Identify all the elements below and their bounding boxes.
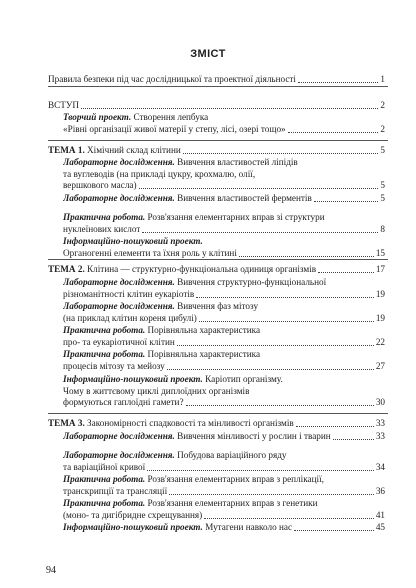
toc-entry	[0, 522, 416, 534]
entry-title: (на приклад клітин кореня цибулі)	[63, 312, 197, 323]
entry-type-label: Лабораторне дослідження.	[63, 157, 175, 167]
toc-line	[0, 100, 416, 112]
toc-line	[0, 112, 416, 124]
entry-title: різноманітності клітин еукаріотів	[63, 288, 195, 299]
toc-line	[0, 325, 416, 337]
toc-line	[0, 522, 416, 534]
page-ref: 8	[380, 223, 385, 234]
page-ref: 19	[375, 288, 385, 299]
toc-line-text	[63, 157, 298, 169]
entry-title: Вивчення властивостей ферментів	[177, 193, 312, 203]
toc-line-text	[63, 386, 249, 398]
page-ref: 27	[375, 360, 385, 371]
topic-label: ТЕМА 1.	[48, 145, 85, 155]
section-divider	[48, 140, 388, 141]
toc-line	[0, 193, 416, 205]
toc-line	[0, 510, 416, 522]
toc-line-text	[63, 313, 197, 325]
entry-title: ВСТУП	[48, 100, 80, 110]
page-ref: 36	[375, 485, 385, 496]
toc-entry	[0, 431, 416, 443]
toc-line-text	[63, 498, 318, 510]
entry-title: Каріотип організму.	[205, 374, 283, 384]
section-divider	[48, 259, 388, 260]
toc-line	[0, 397, 416, 409]
toc-entry	[0, 418, 416, 430]
entry-type-label: Практична робота.	[63, 349, 146, 359]
toc-line-text	[48, 418, 294, 430]
toc-line	[0, 124, 416, 136]
toc-entry	[0, 374, 416, 409]
toc-line-text	[63, 112, 208, 124]
toc-entry	[0, 212, 416, 235]
toc-entry	[0, 474, 416, 497]
toc-line	[0, 157, 416, 169]
toc-line-text	[63, 248, 237, 260]
page-ref: 17	[375, 264, 385, 274]
dot-leader	[296, 426, 374, 427]
dot-leader	[199, 321, 374, 322]
entry-type-label: Практична робота.	[63, 474, 146, 484]
entry-title: про- та еукаріотичної клітин	[63, 336, 175, 347]
toc-entry	[0, 277, 416, 300]
toc-entry	[0, 193, 416, 205]
entry-title: Закономірності спадковості та мінливості організмів	[87, 418, 294, 428]
toc-entry	[0, 325, 416, 348]
entry-title: Розв'язання елементарних вправ зі структури	[147, 212, 325, 222]
toc-line-text	[48, 100, 79, 112]
dot-leader	[314, 201, 379, 202]
toc-line-text	[63, 301, 258, 313]
toc-line-text	[63, 277, 326, 289]
entry-title: Мутагени навколо нас	[205, 522, 293, 532]
toc-line	[0, 289, 416, 301]
toc-line-text	[48, 145, 181, 157]
toc-line-text	[63, 522, 292, 534]
toc-line-text	[63, 474, 324, 486]
toc-entry	[0, 236, 416, 259]
toc-line	[0, 498, 416, 510]
entry-title: Вивчення структурно-функціональної	[177, 277, 327, 287]
toc-line-text	[63, 212, 325, 224]
toc-line-text	[63, 289, 194, 301]
dot-leader	[196, 297, 374, 298]
toc-line-text	[63, 361, 165, 373]
toc-line	[0, 386, 416, 398]
toc-line-text	[63, 236, 203, 248]
page-ref: 2	[380, 123, 385, 134]
page-ref: 34	[375, 461, 385, 472]
toc-entry	[0, 301, 416, 324]
dot-leader	[177, 345, 374, 346]
toc-line-text	[48, 74, 296, 86]
toc-line	[0, 450, 416, 462]
page-title: ЗМІСТ	[190, 48, 226, 60]
entry-type-label: Лабораторне дослідження.	[63, 277, 175, 287]
toc-line-text	[63, 349, 260, 361]
entry-type-label: Інформаційно-пошуковий проект.	[63, 374, 203, 384]
dot-leader	[318, 272, 374, 273]
toc-line-text	[63, 224, 140, 236]
entry-type-label: Інформаційно-пошуковий проект.	[63, 236, 203, 246]
toc-line	[0, 248, 416, 260]
toc-line-text	[63, 193, 312, 205]
toc-line-text	[63, 374, 283, 386]
entry-title: транскрипції та трансляції	[63, 485, 168, 496]
entry-title: Порівняльна характеристика	[147, 325, 261, 335]
entry-title: та вуглеводів (на прикладі цукру, крохмалю, олії,	[63, 168, 256, 179]
page-ref: 15	[375, 247, 385, 258]
page-ref: 22	[375, 336, 385, 347]
toc-line	[0, 301, 416, 313]
entry-title: та варіаційної кривої	[63, 461, 146, 472]
toc-line	[0, 418, 416, 430]
entry-title: (моно- та дигібридне схрещування)	[63, 509, 203, 520]
page-ref: 33	[375, 418, 385, 428]
toc-line-text	[63, 169, 255, 181]
toc-line-text	[63, 462, 145, 474]
toc-line	[0, 212, 416, 224]
toc-line	[0, 474, 416, 486]
entry-title: Порівняльна характеристика	[147, 349, 261, 359]
entry-title: Розв'язання елементарних вправ з реплікації,	[147, 474, 324, 484]
toc-line-text	[63, 486, 167, 498]
entry-type-label: Лабораторне дослідження.	[63, 431, 175, 441]
toc-line	[0, 361, 416, 373]
entry-title: вершкового масла)	[63, 180, 137, 190]
page-ref: 33	[375, 431, 385, 441]
entry-title: Хімічний склад клітини	[87, 145, 181, 155]
entry-title: Правила безпеки під час дослідницької та проектної діяльності	[48, 74, 296, 84]
page-ref: 41	[375, 509, 385, 520]
toc-line-text	[63, 124, 286, 136]
entry-type-label: Практична робота.	[63, 212, 146, 222]
entry-title: Побудова варіаційного ряду	[177, 450, 287, 460]
toc-line	[0, 349, 416, 361]
toc-line	[0, 180, 416, 192]
toc-line-text	[63, 510, 202, 522]
entry-title: Чому в життєвому циклі диплоїдних організмів	[63, 385, 250, 396]
entry-title: Розв'язання елементарних вправ з генетики	[147, 498, 318, 508]
toc-line-text	[63, 325, 260, 337]
dot-leader	[147, 470, 374, 471]
dot-leader	[204, 518, 374, 519]
dot-leader	[239, 256, 374, 257]
toc-entry	[0, 157, 416, 192]
toc-entry	[0, 74, 416, 86]
toc-line	[0, 169, 416, 181]
topic-label: ТЕМА 3.	[48, 418, 85, 428]
entry-type-label: Творчий проект.	[63, 112, 132, 122]
page-ref: 1	[380, 74, 385, 84]
page-ref: 5	[380, 180, 385, 190]
entry-title: Вивчення мінливості у рослин і тварин	[177, 431, 331, 441]
topic-label: ТЕМА 2.	[48, 264, 85, 274]
toc-line	[0, 486, 416, 498]
entry-title: нуклеїнових кислот	[63, 223, 141, 234]
page-ref: 5	[380, 193, 385, 203]
entry-type-label: Практична робота.	[63, 325, 146, 335]
dot-leader	[298, 82, 378, 83]
toc-line	[0, 224, 416, 236]
dot-leader	[294, 530, 374, 531]
toc-entry	[0, 450, 416, 473]
dot-leader	[186, 405, 374, 406]
toc-line-text	[63, 431, 331, 443]
entry-type-label: Лабораторне дослідження.	[63, 450, 175, 460]
page-ref: 45	[375, 522, 385, 532]
entry-type-label: Інформаційно-пошуковий проект.	[63, 522, 203, 532]
toc-line	[0, 236, 416, 248]
toc-entry	[0, 349, 416, 372]
toc-line-text	[48, 264, 316, 276]
entry-title: Вивчення властивостей ліпідів	[177, 157, 298, 167]
entry-title: Клітина — структурно-функціональна одиниця організмів	[87, 264, 317, 274]
toc-entry	[0, 145, 416, 157]
toc-line-text	[63, 397, 184, 409]
toc-line	[0, 264, 416, 276]
section-divider	[48, 413, 388, 414]
toc-line	[0, 462, 416, 474]
dot-leader	[169, 494, 374, 495]
entry-title: «Рівні організації живої матерії у степу, лісі, озері тощо»	[63, 123, 286, 134]
toc-line-text	[63, 337, 175, 349]
toc-line	[0, 74, 416, 86]
dot-leader	[288, 132, 379, 133]
page-ref: 2	[380, 100, 385, 110]
entry-title: Вивчення фаз мітозу	[177, 301, 259, 311]
toc-line	[0, 313, 416, 325]
toc-line-text	[63, 450, 287, 462]
toc-line	[0, 337, 416, 349]
entry-title: Створення лепбука	[133, 112, 209, 122]
dot-leader	[81, 108, 378, 109]
toc-line	[0, 277, 416, 289]
entry-title: процесів мітозу та мейозу	[63, 360, 165, 371]
dot-leader	[183, 153, 379, 154]
entry-title: Органогенні елементи та їхня роль у клітині	[63, 247, 237, 258]
dot-leader	[142, 232, 378, 233]
page-number: 94	[46, 565, 56, 576]
toc-entry	[0, 100, 416, 112]
toc-line	[0, 374, 416, 386]
toc-entry	[0, 112, 416, 135]
toc-line	[0, 145, 416, 157]
entry-title: формуються гаплоїдні гамети?	[63, 397, 184, 407]
toc-entry	[0, 498, 416, 521]
dot-leader	[333, 439, 374, 440]
dot-leader	[167, 369, 374, 370]
entry-type-label: Лабораторне дослідження.	[63, 193, 175, 203]
toc-line	[0, 431, 416, 443]
toc-line-text	[63, 180, 137, 192]
entry-type-label: Лабораторне дослідження.	[63, 301, 175, 311]
entry-type-label: Практична робота.	[63, 498, 146, 508]
page-ref: 30	[375, 397, 385, 407]
page-ref: 19	[375, 312, 385, 323]
toc-entry	[0, 264, 416, 276]
section-divider	[48, 86, 388, 87]
dot-leader	[139, 188, 379, 189]
page-ref: 5	[380, 145, 385, 155]
